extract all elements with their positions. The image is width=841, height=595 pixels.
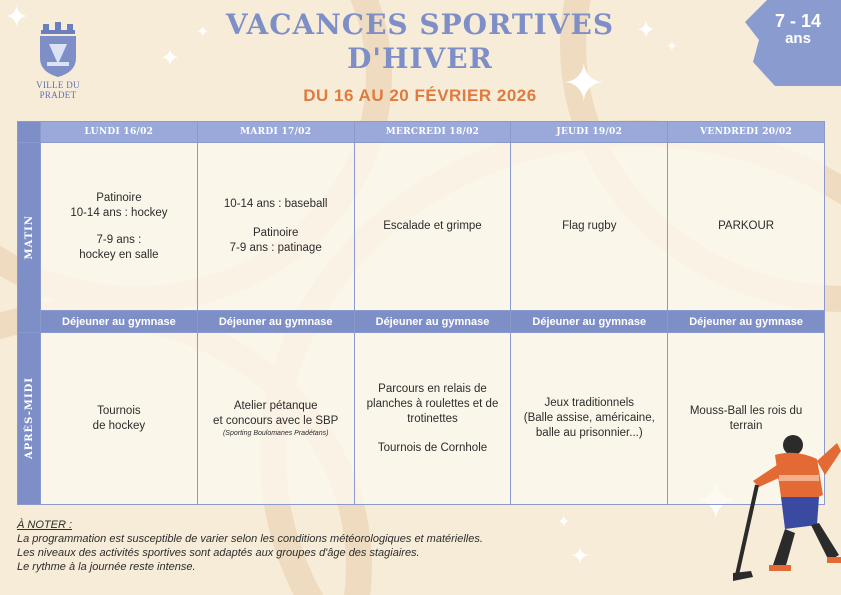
afternoon-cell-friday: Mouss-Ball les rois du terrain xyxy=(668,333,825,505)
notes-line: Le rythme à la journée reste intense. xyxy=(17,561,196,573)
notes-title: À NOTER : xyxy=(17,519,73,531)
morning-label: MATIN xyxy=(18,143,41,333)
day-header: LUNDI 16/02 xyxy=(41,122,198,143)
star-icon: ✦ xyxy=(557,514,571,531)
table-corner xyxy=(18,122,41,143)
morning-cell-wednesday: Escalade et grimpe xyxy=(354,143,511,311)
club-note: (Sporting Boulomanes Pradétans) xyxy=(222,430,329,437)
logo-text: VILLE DU PRADET xyxy=(36,80,80,100)
notes-line: Les niveaux des activités sportives sont adaptés aux groupes d'âge des stagiaires. xyxy=(17,547,420,559)
afternoon-cell-tuesday: Atelier pétanque et concours avec le SBP (Sporting Boulomanes Pradétans) xyxy=(197,333,354,505)
star-icon: ✦ xyxy=(666,38,678,54)
town-logo xyxy=(18,22,98,100)
star-icon: ✦ xyxy=(196,24,210,41)
age-unit: ans xyxy=(785,30,811,47)
lunch-cell: Déjeuner au gymnase xyxy=(41,311,198,333)
afternoon-cell-thursday: Jeux traditionnels (Balle assise, américaine, balle au prisonnier...) xyxy=(511,333,668,505)
day-header: JEUDI 19/02 xyxy=(511,122,668,143)
morning-cell-thursday: Flag rugby xyxy=(511,143,668,311)
lunch-row xyxy=(18,311,825,333)
morning-row xyxy=(18,143,825,311)
afternoon-label: APRÈS-MIDI xyxy=(18,333,41,505)
notes-line: La programmation est susceptible de varier selon les conditions météorologiques et matérielles. xyxy=(17,533,483,545)
day-header-row xyxy=(18,122,825,143)
activity-schedule-table xyxy=(17,121,825,505)
star-icon: ✦ xyxy=(636,17,657,44)
lunch-cell: Déjeuner au gymnase xyxy=(511,311,668,333)
town-crest-icon xyxy=(37,22,79,78)
day-header: VENDREDI 20/02 xyxy=(668,122,825,143)
age-range: 7 - 14 xyxy=(774,11,822,31)
star-icon: ✦ xyxy=(4,1,30,34)
morning-cell-monday: Patinoire 10-14 ans : hockey 7-9 ans : hockey en salle xyxy=(41,143,198,311)
day-header: MERCREDI 18/02 xyxy=(354,122,511,143)
morning-cell-tuesday: 10-14 ans : baseball Patinoire 7-9 ans : patinage xyxy=(197,143,354,311)
morning-cell-friday: PARKOUR xyxy=(668,143,825,311)
afternoon-row xyxy=(18,333,825,505)
star-icon: ✦ xyxy=(570,543,591,570)
notes-block xyxy=(17,518,483,574)
date-range: DU 16 AU 20 FÉVRIER 2026 xyxy=(303,86,537,105)
day-header: MARDI 17/02 xyxy=(197,122,354,143)
afternoon-cell-wednesday: Parcours en relais de planches à roulettes et de trotinettes Tournois de Cornhole xyxy=(354,333,511,505)
age-badge xyxy=(745,0,841,86)
lunch-cell: Déjeuner au gymnase xyxy=(197,311,354,333)
page-title-line1: VACANCES SPORTIVES xyxy=(225,8,615,41)
lunch-cell: Déjeuner au gymnase xyxy=(668,311,825,333)
star-icon: ✦ xyxy=(562,55,606,113)
page-title-line2: D'HIVER xyxy=(347,42,493,75)
star-icon: ✦ xyxy=(160,45,181,72)
lunch-cell: Déjeuner au gymnase xyxy=(354,311,511,333)
hockey-player-illustration xyxy=(733,425,841,595)
afternoon-cell-monday: Tournois de hockey xyxy=(41,333,198,505)
